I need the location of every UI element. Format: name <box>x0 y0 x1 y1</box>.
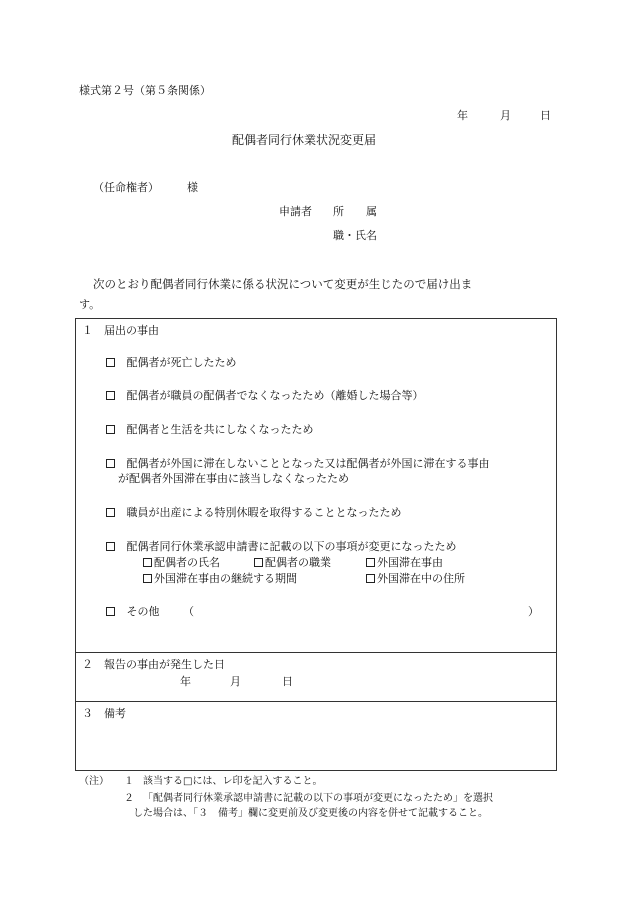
checkbox[interactable] <box>366 574 375 583</box>
checkbox[interactable] <box>106 358 115 367</box>
reason-not-abroad-cont: が配偶者外国滞在事由に該当しなくなったため <box>118 472 349 485</box>
sub-item-label: 外国滞在事由の継続する期間 <box>154 572 297 585</box>
reason-label: 配偶者が外国に滞在しないこととなった又は配偶者が外国に滞在する事由 <box>126 457 490 470</box>
checkbox[interactable] <box>106 459 115 468</box>
checkbox[interactable] <box>254 558 263 567</box>
sub-item-spouse-name[interactable] <box>143 556 220 570</box>
checkbox[interactable] <box>106 542 115 551</box>
section-divider-1 <box>75 652 557 653</box>
addressee-authority: （任命権者） <box>93 181 159 194</box>
other-open-paren: （ <box>183 605 194 618</box>
checkbox[interactable] <box>143 558 152 567</box>
reason-not-abroad[interactable] <box>106 457 490 471</box>
form-number: 様式第２号（第５条関係） <box>79 84 211 97</box>
checkbox[interactable] <box>106 425 115 434</box>
applicant-name-label: 職・氏名 <box>333 229 377 242</box>
section-divider-2 <box>75 701 557 702</box>
intro-line-1: 次のとおり配偶者同行休業に係る状況について変更が生じたので届け出ま <box>93 277 473 291</box>
note1-number: １ <box>124 776 134 787</box>
section1-heading: １ 届出の事由 <box>82 324 159 337</box>
notes-label: （注） <box>79 776 109 787</box>
note2-line-2: した場合は、「３ 備考」欄に変更前及び変更後の内容を併せて記載すること。 <box>133 808 488 819</box>
reason-deceased[interactable] <box>106 356 237 370</box>
reason-other[interactable] <box>106 605 160 619</box>
addressee-honorific: 様 <box>187 181 198 194</box>
date-year-label: 年 <box>457 109 468 122</box>
sub-item-label: 外国滞在中の住所 <box>377 572 465 585</box>
checkbox[interactable] <box>106 607 115 616</box>
form-title: 配偶者同行休業状況変更届 <box>232 133 377 147</box>
reason-label: 職員が出産による特別休暇を取得することとなったため <box>126 506 402 519</box>
section2-heading: ２ 報告の事由が発生した日 <box>82 658 225 671</box>
note2-line-1: 「配偶者同行休業承認申請書に記載の以下の事項が変更になったため」を選択 <box>143 793 493 804</box>
other-close-paren: ） <box>528 605 539 618</box>
date-day-label: 日 <box>540 109 551 122</box>
checkbox[interactable] <box>143 574 152 583</box>
occurrence-month-label: 月 <box>230 675 241 688</box>
applicant-office-label: 所 属 <box>333 205 377 218</box>
occurrence-day-label: 日 <box>282 675 293 688</box>
note2-number: ２ <box>124 793 134 804</box>
reason-label: 配偶者と生活を共にしなくなったため <box>126 423 314 436</box>
reason-label: 配偶者が職員の配偶者でなくなったため（離婚した場合等） <box>126 389 424 402</box>
reason-not-living-together[interactable] <box>106 423 314 437</box>
reason-maternity-leave[interactable] <box>106 506 402 520</box>
note1-text: 該当する□には、レ印を記入すること。 <box>143 776 323 787</box>
sub-item-spouse-occupation[interactable] <box>254 556 331 570</box>
checkbox[interactable] <box>106 508 115 517</box>
reason-application-change[interactable] <box>106 540 457 554</box>
occurrence-year-label: 年 <box>180 675 191 688</box>
sub-item-label: 配偶者の氏名 <box>154 556 220 569</box>
date-month-label: 月 <box>500 109 511 122</box>
intro-line-2: す。 <box>79 298 101 311</box>
reason-label: 配偶者同行休業承認申請書に記載の以下の事項が変更になったため <box>126 540 457 553</box>
sub-item-label: 外国滞在事由 <box>377 556 443 569</box>
checkbox[interactable] <box>366 558 375 567</box>
checkbox[interactable] <box>106 391 115 400</box>
applicant-label: 申請者 <box>279 205 312 218</box>
reason-divorced[interactable] <box>106 389 424 403</box>
sub-item-label: 配偶者の職業 <box>265 556 331 569</box>
reason-other-label: その他 <box>126 605 160 618</box>
reason-label: 配偶者が死亡したため <box>126 356 237 369</box>
section3-heading: ３ 備考 <box>82 707 126 720</box>
sub-item-overseas-reason[interactable] <box>366 556 443 570</box>
sub-item-overseas-address[interactable] <box>366 572 465 586</box>
sub-item-overseas-period[interactable] <box>143 572 297 586</box>
